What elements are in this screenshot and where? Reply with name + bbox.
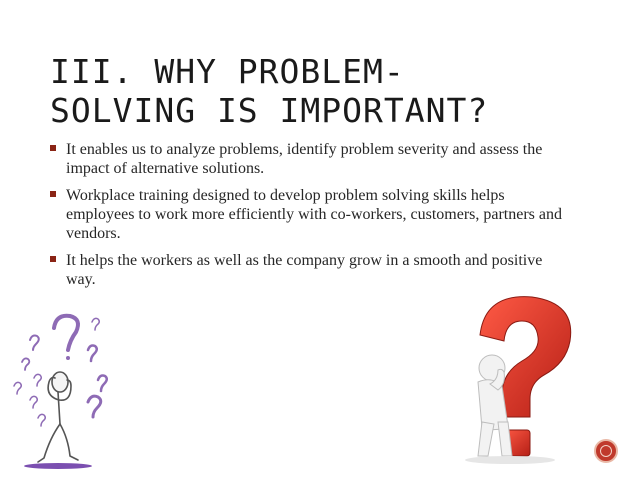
red-question-mark-illustration xyxy=(440,290,590,470)
square-bullet-icon xyxy=(50,256,56,262)
slide-badge-icon xyxy=(594,439,618,463)
bullet-item xyxy=(50,251,570,289)
title-line-1: III. WHY PROBLEM- xyxy=(50,52,405,91)
slide-title xyxy=(50,52,610,130)
title-line-2: SOLVING IS IMPORTANT? xyxy=(50,91,489,130)
bullet-item xyxy=(50,140,570,178)
square-bullet-icon xyxy=(50,145,56,151)
square-bullet-icon xyxy=(50,191,56,197)
bullet-text: It helps the workers as well as the company grow in a smooth and positive way. xyxy=(66,252,543,288)
bullet-text: Workplace training designed to develop problem solving skills helps employees to work more efficiently with co-workers, customers, partners and vendors. xyxy=(66,187,562,242)
bullet-item xyxy=(50,186,570,243)
bullet-list xyxy=(50,140,570,297)
bullet-text: It enables us to analyze problems, identify problem severity and assess the impact of alternative solutions. xyxy=(66,141,543,177)
confused-person-illustration xyxy=(8,300,123,475)
